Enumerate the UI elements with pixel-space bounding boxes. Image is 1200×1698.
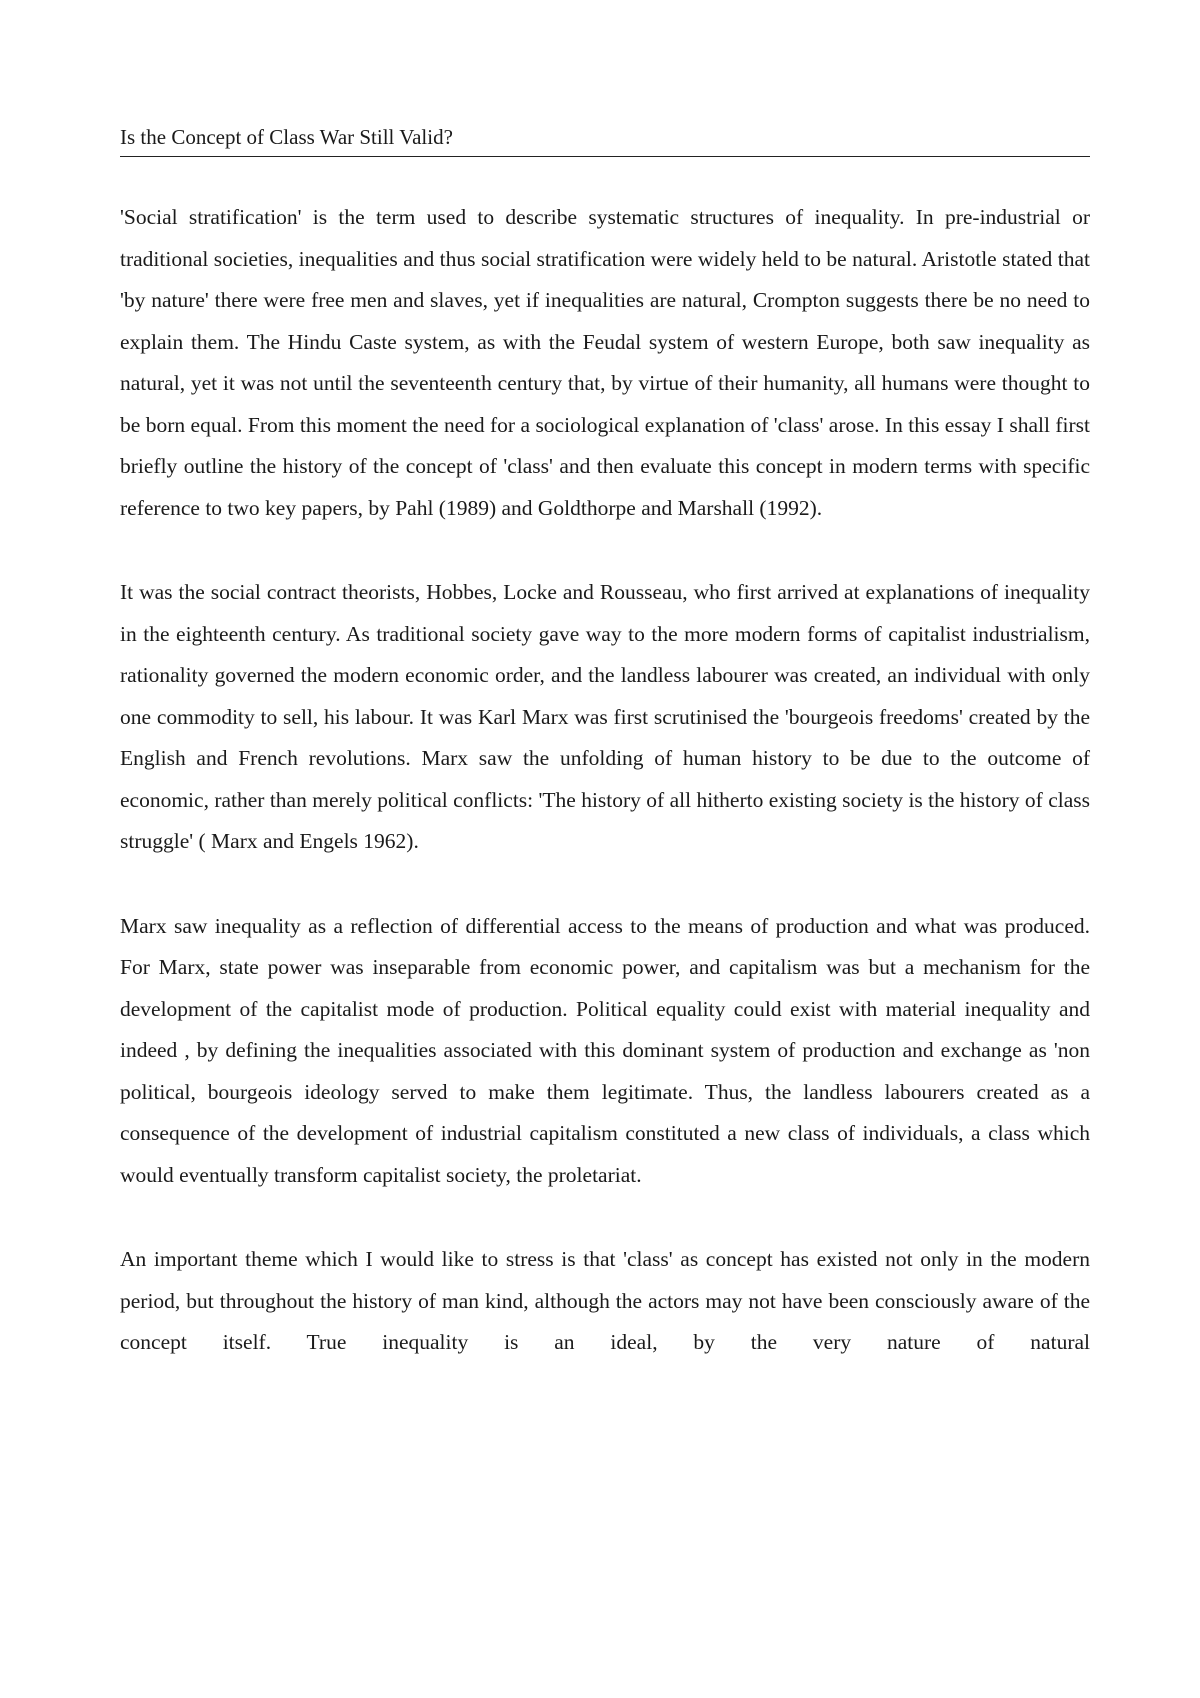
paragraph: An important theme which I would like to stress is that 'class' as concept has existed not only in the modern period, but throughout the history of man kind, although the actors may not have been consciously aware of the concept itself. True inequality is an ideal, by the very nature of natural (120, 1247, 1090, 1354)
paragraph: Marx saw inequality as a reflection of differential access to the means of production and what was produced. For Marx, state power was inseparable from economic power, and capitalism was but a mechanism for the development of the capitalist mode of production. Political equality could exist with material inequality and indeed , by defining the inequalities associated with this dominant system of production and exchange as 'non political, bourgeois ideology served to make them legitimate. Thus, the landless labourers created as a consequence of the development of industrial capitalism constituted a new class of individuals, a class which would eventually transform capitalist society, the proletariat. (120, 913, 1090, 1187)
document-title: Is the Concept of Class War Still Valid? (120, 125, 453, 149)
paragraph: It was the social contract theorists, Hobbes, Locke and Rousseau, who first arrived at explanations of inequality in the eighteenth century. As traditional society gave way to the more modern forms of capitalist industrialism, rationality governed the modern economic order, and the landless labourer was created, an individual with only one commodity to sell, his labour. It was Karl Marx was first scrutinised the 'bourgeois freedoms' created by the English and French revolutions. Marx saw the unfolding of human history to be due to the outcome of economic, rather than merely political conflicts: 'The history of all hitherto existing society is the history of class struggle' ( Marx and Engels 1962). (120, 580, 1090, 853)
page-header (120, 118, 1090, 157)
paragraph: 'Social stratification' is the term used to describe systematic structures of inequality. In pre-industrial or traditional societies, inequalities and thus social stratification were widely held to be natural. Aristotle stated that 'by nature' there were free men and slaves, yet if inequalities are natural, Crompton suggests there be no need to explain them. The Hindu Caste system, as with the Feudal system of western Europe, both saw inequality as natural, yet it was not until the seventeenth century that, by virtue of their humanity, all humans were thought to be born equal. From this moment the need for a sociological explanation of 'class' arose. In this essay I shall first briefly outline the history of the concept of 'class' and then evaluate this concept in modern terms with specific reference to two key papers, by Pahl (1989) and Goldthorpe and Marshall (1992). (120, 205, 1090, 520)
document-body (120, 197, 1090, 1407)
